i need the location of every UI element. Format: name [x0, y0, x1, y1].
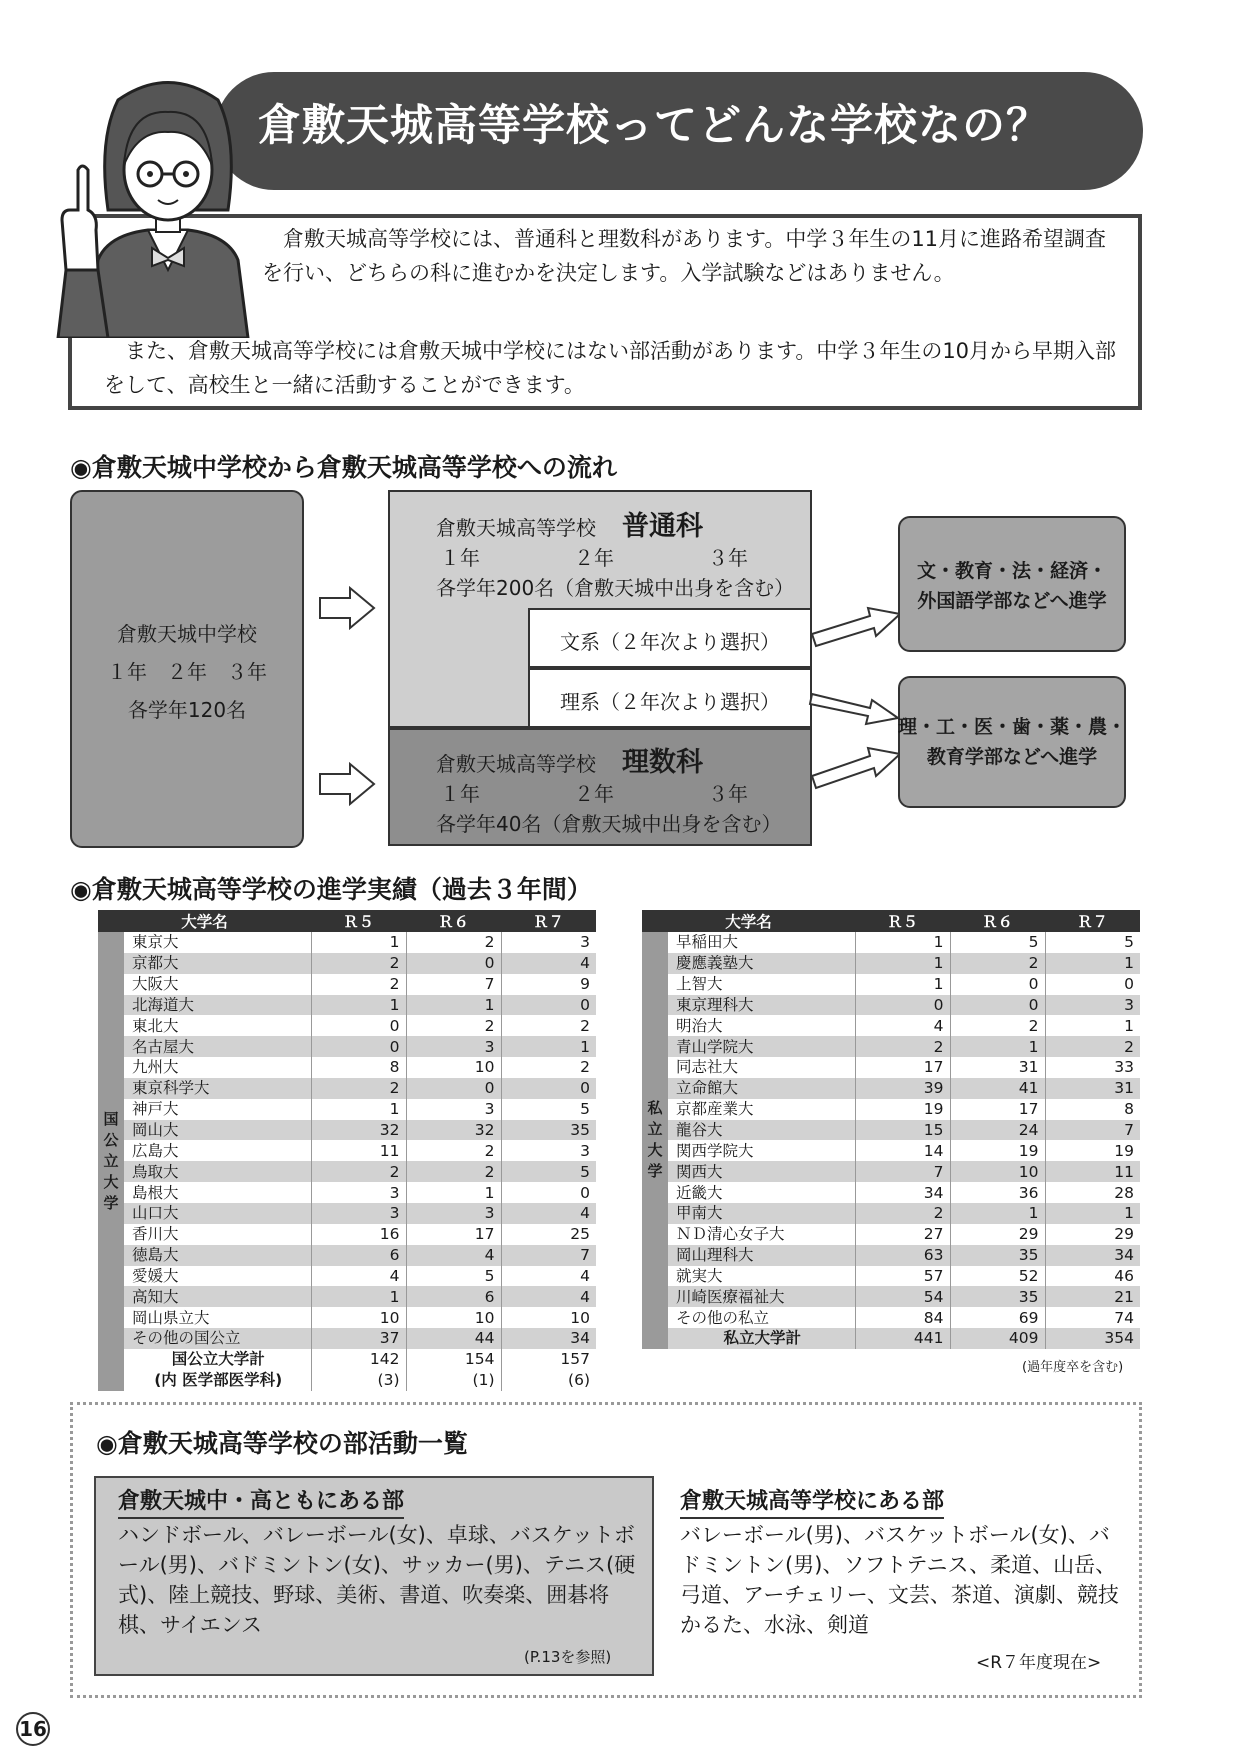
count-cell: 57 [855, 1266, 950, 1287]
count-cell: 7 [406, 974, 501, 995]
university-name: 龍谷大 [668, 1120, 855, 1141]
university-name: 徳島大 [124, 1245, 311, 1266]
table-row [98, 1057, 596, 1078]
count-cell: 0 [406, 953, 501, 974]
count-cell: 39 [855, 1078, 950, 1099]
count-cell: 9 [501, 974, 596, 995]
total-label: 国公立大学計 [171, 1350, 265, 1369]
count-cell: 2 [950, 1015, 1045, 1036]
count-cell: 19 [1045, 1140, 1140, 1161]
count-cell: 1 [311, 1286, 406, 1307]
count-cell: 0 [501, 1182, 596, 1203]
table-row [98, 1203, 596, 1224]
university-name: 東京大 [132, 933, 179, 952]
header-r7: Ｒ７ [501, 910, 596, 932]
count-cell: 46 [1045, 1266, 1140, 1287]
university-name: 愛媛大 [132, 1266, 179, 1285]
count-cell: 34 [855, 1182, 950, 1203]
university-name: 関西学院大 [676, 1141, 754, 1160]
count-cell: 5 [950, 932, 1045, 953]
public-university-table [98, 910, 596, 1391]
count-cell: 35 [501, 1120, 596, 1141]
table-row [642, 1203, 1140, 1224]
count-cell: 3 [406, 1099, 501, 1120]
count-cell: 7 [855, 1161, 950, 1182]
table-row [98, 1015, 596, 1036]
count-cell: 1 [855, 974, 950, 995]
risu-grade-3: ３年 [708, 782, 748, 806]
university-name: 名古屋大 [124, 1036, 311, 1057]
count-cell: 32 [406, 1120, 501, 1141]
count-cell: 0 [501, 1078, 596, 1099]
count-cell: 35 [950, 1245, 1045, 1266]
university-name: 明治大 [676, 1016, 723, 1035]
count-cell: 1 [311, 995, 406, 1016]
table-row [642, 1224, 1140, 1245]
total-cell: 409 [950, 1328, 1045, 1349]
count-cell: 29 [950, 1224, 1045, 1245]
count-cell: 31 [950, 1057, 1045, 1078]
results-section-title: ◉倉敷天城高等学校の進学実績（過去３年間） [70, 875, 592, 904]
table-row [98, 1140, 596, 1161]
university-name: 広島大 [132, 1141, 179, 1160]
bunkei-label: 文系（２年次より選択） [560, 630, 780, 654]
count-cell: 1 [950, 1203, 1045, 1224]
count-cell: 7 [501, 1245, 596, 1266]
table-row [642, 1286, 1140, 1307]
count-cell: 11 [311, 1140, 406, 1161]
table-row [98, 1099, 596, 1120]
count-cell: 69 [950, 1307, 1045, 1328]
count-cell: 11 [1045, 1161, 1140, 1182]
count-cell: 8 [1045, 1099, 1140, 1120]
count-cell: 4 [406, 1245, 501, 1266]
science-line-2: 教育学部などへ進学 [926, 746, 1098, 768]
header-university: 大学名 [642, 910, 855, 932]
count-cell: 1 [950, 1036, 1045, 1057]
count-cell: 2 [950, 953, 1045, 974]
shared-clubs-title: 倉敷天城中・高ともにある部 [118, 1484, 404, 1519]
count-cell: 29 [1045, 1224, 1140, 1245]
table-header-row [642, 910, 1140, 932]
university-name: その他の国公立 [124, 1328, 311, 1349]
count-cell: 4 [501, 1203, 596, 1224]
count-cell: 14 [855, 1140, 950, 1161]
university-name: 甲南大 [668, 1203, 855, 1224]
count-cell: 2 [501, 1057, 596, 1078]
count-cell: 36 [950, 1182, 1045, 1203]
table-row [642, 974, 1140, 995]
count-cell: 7 [1045, 1120, 1140, 1141]
count-cell: 4 [501, 1286, 596, 1307]
count-cell: 1 [501, 1036, 596, 1057]
university-name: 岡山大 [124, 1120, 311, 1141]
medical-row [98, 1370, 596, 1391]
count-cell: 5 [501, 1161, 596, 1182]
count-cell: 16 [311, 1224, 406, 1245]
middle-school-grades: １年 ２年 ３年 [107, 660, 267, 684]
category-label-text: 私立大学 [647, 1099, 663, 1181]
count-cell: 0 [406, 1078, 501, 1099]
table-row [98, 995, 596, 1016]
count-cell: 84 [855, 1307, 950, 1328]
count-cell: 3 [311, 1203, 406, 1224]
count-cell: 41 [950, 1078, 1045, 1099]
university-name: 近畿大 [676, 1183, 723, 1202]
count-cell: 34 [501, 1328, 596, 1349]
count-cell: 3 [501, 932, 596, 953]
science-destination-text [898, 712, 1126, 772]
count-cell: 6 [406, 1286, 501, 1307]
count-cell: 44 [406, 1328, 501, 1349]
futsu-grade-2: ２年 [574, 546, 614, 570]
table-row [642, 1266, 1140, 1287]
middle-school-name: 倉敷天城中学校 [117, 622, 257, 646]
table-row [98, 1307, 596, 1328]
count-cell: 1 [1045, 1015, 1140, 1036]
arrow-right-icon [318, 762, 376, 806]
futsu-grade-1: １年 [440, 546, 480, 570]
total-label: 私立大学計 [668, 1328, 855, 1349]
university-name: その他の私立 [676, 1308, 770, 1327]
table-row [98, 1182, 596, 1203]
private-university-table [642, 910, 1140, 1349]
header-r5: Ｒ５ [311, 910, 406, 932]
count-cell: 0 [311, 1015, 406, 1036]
count-cell: 28 [1045, 1182, 1140, 1203]
table-row [98, 974, 596, 995]
total-label: (内 医学部医学科) [154, 1371, 283, 1390]
header-university: 大学名 [98, 910, 311, 932]
count-cell: 4 [501, 1266, 596, 1287]
university-name: 高知大 [124, 1286, 311, 1307]
university-name: 岡山県立大 [132, 1308, 210, 1327]
count-cell: 17 [950, 1099, 1045, 1120]
count-cell: 3 [406, 1203, 501, 1224]
total-cell: 157 [501, 1349, 596, 1370]
university-name: 上智大 [676, 975, 723, 994]
count-cell: 6 [311, 1245, 406, 1266]
count-cell: 2 [406, 1140, 501, 1161]
university-name: 大阪大 [132, 975, 179, 994]
count-cell: 33 [1045, 1057, 1140, 1078]
count-cell: 1 [1045, 953, 1140, 974]
table-row [642, 932, 1140, 953]
count-cell: 10 [950, 1161, 1045, 1182]
table-row [98, 1245, 596, 1266]
category-label-text: 国公立大学 [103, 1109, 119, 1212]
university-name: 島根大 [132, 1183, 179, 1202]
count-cell: 17 [855, 1057, 950, 1078]
count-cell: 35 [950, 1286, 1045, 1307]
university-name: 京都産業大 [676, 1100, 754, 1119]
count-cell: 1 [406, 1182, 501, 1203]
count-cell: 1 [406, 995, 501, 1016]
table-row [98, 953, 596, 974]
count-cell: 27 [855, 1224, 950, 1245]
humanities-destination-text [898, 556, 1126, 616]
university-name: 山口大 [124, 1203, 311, 1224]
count-cell: 3 [1045, 995, 1140, 1016]
count-cell: 2 [311, 1161, 406, 1182]
count-cell: 2 [501, 1015, 596, 1036]
futsu-capacity: 各学年200名（倉敷天城中出身を含む） [436, 576, 795, 600]
count-cell: 3 [406, 1036, 501, 1057]
university-name: 早稲田大 [676, 933, 739, 952]
table-row [642, 1140, 1140, 1161]
high-clubs-list: バレーボール(男)、バスケットボール(女)、バドミントン(男)、ソフトテニス、柔道、山岳、弓道、アーチェリー、文芸、茶道、演劇、競技かるた、水泳、剣道 [680, 1523, 1119, 1637]
count-cell: 32 [311, 1120, 406, 1141]
count-cell: 0 [311, 1036, 406, 1057]
university-name: 同志社大 [676, 1058, 739, 1077]
university-name: 川崎医療福祉大 [668, 1286, 855, 1307]
table-row [642, 1120, 1140, 1141]
count-cell: 5 [406, 1266, 501, 1287]
clubs-as-of: <R７年度現在> [976, 1653, 1102, 1673]
count-cell: 1 [855, 953, 950, 974]
shared-clubs-reference: (P.13を参照) [524, 1648, 612, 1666]
count-cell: 5 [1045, 932, 1140, 953]
count-cell: 8 [311, 1057, 406, 1078]
table-row [642, 1078, 1140, 1099]
count-cell: 4 [855, 1015, 950, 1036]
university-name: 就実大 [676, 1266, 723, 1285]
count-cell: 1 [311, 1099, 406, 1120]
results-note: (過年度卒を含む) [1022, 1360, 1124, 1375]
university-name: 慶應義塾大 [668, 953, 855, 974]
page-number: 16 [16, 1712, 50, 1746]
count-cell: 2 [406, 1161, 501, 1182]
header-r7: Ｒ７ [1045, 910, 1140, 932]
university-name: 京都大 [124, 953, 311, 974]
count-cell: 52 [950, 1266, 1045, 1287]
count-cell: 21 [1045, 1286, 1140, 1307]
count-cell: 54 [855, 1286, 950, 1307]
humanities-line-1: 文・教育・法・経済・ [916, 560, 1107, 582]
risu-grade-2: ２年 [574, 782, 614, 806]
university-name: 東京理科大 [668, 995, 855, 1016]
table-row [98, 932, 596, 953]
university-name: 北海道大 [124, 995, 311, 1016]
category-label [98, 932, 124, 1391]
header-r6: Ｒ６ [950, 910, 1045, 932]
futsu-school-name: 倉敷天城高等学校 [436, 516, 596, 540]
count-cell: 15 [855, 1120, 950, 1141]
university-name: 香川大 [132, 1225, 179, 1244]
count-cell: 4 [501, 953, 596, 974]
total-cell: 354 [1045, 1328, 1140, 1349]
university-name: 青山学院大 [668, 1036, 855, 1057]
count-cell: 10 [311, 1307, 406, 1328]
total-cell: 441 [855, 1328, 950, 1349]
count-cell: 2 [311, 953, 406, 974]
intro-paragraph-1: 倉敷天城高等学校には、普通科と理数科があります。中学３年生の11月に進路希望調査を行い、どちらの科に進むかを決定します。入学試験などはありません。 [262, 227, 1107, 285]
table-row [98, 1036, 596, 1057]
table-row [642, 1057, 1140, 1078]
university-name: 関西大 [668, 1161, 855, 1182]
count-cell: 5 [501, 1099, 596, 1120]
count-cell: 1 [855, 932, 950, 953]
table-row [98, 1224, 596, 1245]
table-row [642, 953, 1140, 974]
table-header-row [98, 910, 596, 932]
count-cell: 2 [1045, 1036, 1140, 1057]
count-cell: 2 [311, 1078, 406, 1099]
count-cell: 31 [1045, 1078, 1140, 1099]
count-cell: 19 [950, 1140, 1045, 1161]
count-cell: 2 [855, 1203, 950, 1224]
student-illustration [48, 70, 268, 338]
university-name: 鳥取大 [124, 1161, 311, 1182]
count-cell: 2 [406, 1015, 501, 1036]
count-cell: 2 [406, 932, 501, 953]
table-row [98, 1328, 596, 1349]
risu-capacity: 各学年40名（倉敷天城中出身を含む） [436, 812, 782, 836]
count-cell: 1 [311, 932, 406, 953]
flow-section-title: ◉倉敷天城中学校から倉敷天城高等学校への流れ [70, 453, 617, 482]
count-cell: 2 [311, 974, 406, 995]
university-name: 九州大 [132, 1058, 179, 1077]
count-cell: 25 [501, 1224, 596, 1245]
middle-school-capacity: 各学年120名 [127, 698, 247, 722]
intro-paragraph-2: また、倉敷天城高等学校には倉敷天城中学校にはない部活動があります。中学３年生の10月から早期入部をして、高校生と一緒に活動することができます。 [104, 339, 1117, 397]
table-row [98, 1286, 596, 1307]
count-cell: 0 [950, 974, 1045, 995]
total-row [642, 1328, 1140, 1349]
category-label [642, 932, 668, 1349]
count-cell: 1 [1045, 1203, 1140, 1224]
count-cell: 37 [311, 1328, 406, 1349]
risu-school-name: 倉敷天城高等学校 [436, 752, 596, 776]
university-name: 東北大 [132, 1016, 179, 1035]
table-row [642, 1015, 1140, 1036]
header-r6: Ｒ６ [406, 910, 501, 932]
count-cell: 10 [406, 1307, 501, 1328]
count-cell: 4 [311, 1266, 406, 1287]
humanities-line-2: 外国語学部などへ進学 [917, 590, 1107, 612]
high-clubs-title: 倉敷天城高等学校にある部 [680, 1484, 944, 1519]
count-cell: 0 [501, 995, 596, 1016]
total-cell: (3) [311, 1370, 406, 1391]
count-cell: 10 [406, 1057, 501, 1078]
count-cell: 34 [1045, 1245, 1140, 1266]
rikei-label: 理系（２年次より選択） [560, 690, 780, 714]
count-cell: 3 [311, 1182, 406, 1203]
count-cell: 0 [1045, 974, 1140, 995]
count-cell: 10 [501, 1307, 596, 1328]
university-name: 岡山理科大 [668, 1245, 855, 1266]
arrow-right-icon [318, 586, 376, 630]
total-row [98, 1349, 596, 1370]
count-cell: 0 [855, 995, 950, 1016]
table-row [642, 1036, 1140, 1057]
table-row [98, 1161, 596, 1182]
total-cell: 154 [406, 1349, 501, 1370]
table-row [642, 995, 1140, 1016]
table-row [642, 1245, 1140, 1266]
count-cell: 63 [855, 1245, 950, 1266]
arrow-diagonal-icon [808, 596, 908, 796]
count-cell: 24 [950, 1120, 1045, 1141]
count-cell: 3 [501, 1140, 596, 1161]
total-cell: (1) [406, 1370, 501, 1391]
university-name: 東京科学大 [124, 1078, 311, 1099]
clubs-section-title: ◉倉敷天城高等学校の部活動一覧 [96, 1429, 468, 1458]
count-cell: 2 [855, 1036, 950, 1057]
count-cell: 0 [950, 995, 1045, 1016]
table-row [98, 1078, 596, 1099]
risu-grade-1: １年 [440, 782, 480, 806]
university-name: 立命館大 [668, 1078, 855, 1099]
count-cell: 74 [1045, 1307, 1140, 1328]
table-row [642, 1307, 1140, 1328]
university-name: ＮＤ清心女子大 [676, 1225, 785, 1244]
count-cell: 17 [406, 1224, 501, 1245]
table-row [98, 1120, 596, 1141]
count-cell: 19 [855, 1099, 950, 1120]
header-r5: Ｒ５ [855, 910, 950, 932]
risu-course-name: 理数科 [622, 747, 703, 778]
futsu-grade-3: ３年 [708, 546, 748, 570]
table-row [642, 1099, 1140, 1120]
university-name: 神戸大 [132, 1100, 179, 1119]
total-cell: (6) [501, 1370, 596, 1391]
futsu-course-name: 普通科 [622, 511, 703, 542]
table-row [642, 1182, 1140, 1203]
table-row [98, 1266, 596, 1287]
table-row [642, 1161, 1140, 1182]
science-line-1: 理・工・医・歯・薬・農・ [898, 716, 1127, 738]
total-cell: 142 [311, 1349, 406, 1370]
page-title: 倉敷天城高等学校ってどんな学校なの？ [258, 101, 1050, 151]
shared-clubs-list: ハンドボール、バレーボール(女)、卓球、バスケットボール(男)、バドミントン(女)、サッカー(男)、テニス(硬式)、陸上競技、野球、美術、書道、吹奏楽、囲碁将棋、サイエンス [118, 1523, 636, 1637]
